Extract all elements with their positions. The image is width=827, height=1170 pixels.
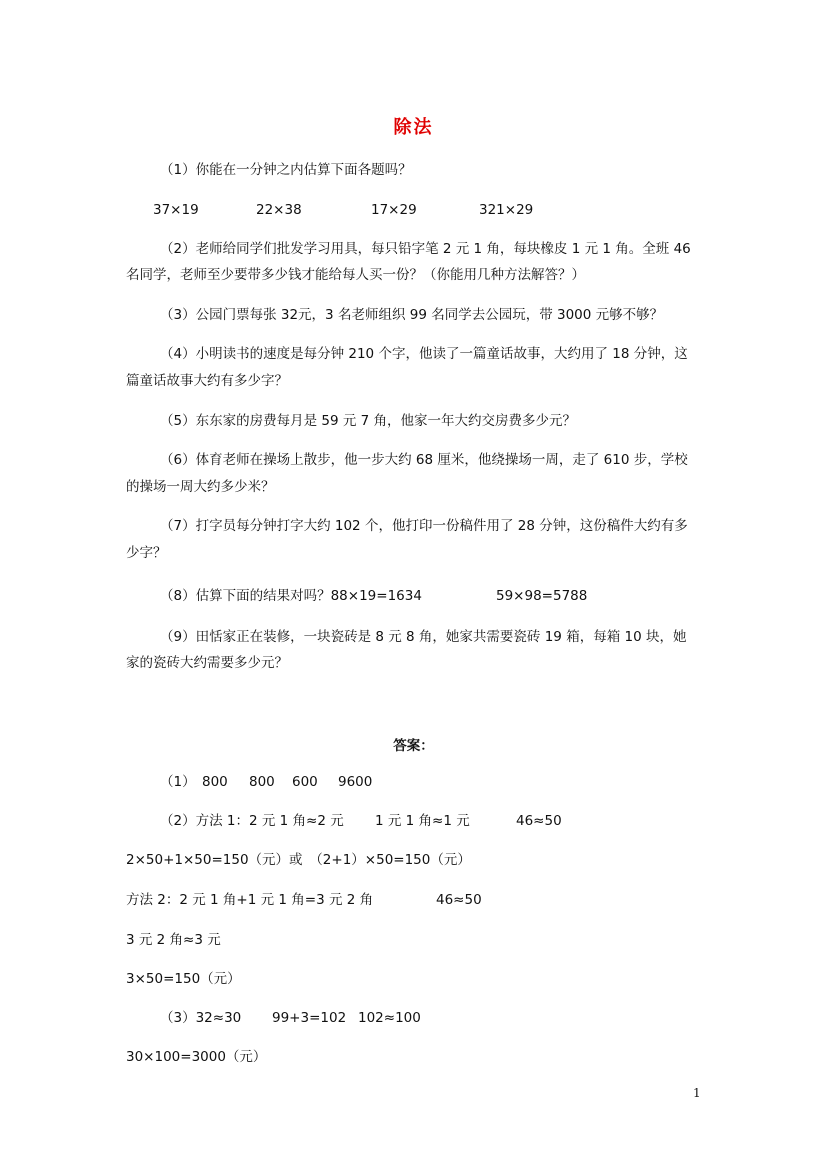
q1-item-1: 37×19: [153, 202, 199, 218]
question-4-line-2: 篇童话故事大约有多少字？: [126, 373, 288, 389]
question-8-part-b: 59×98=5788: [496, 588, 588, 604]
answer-1-item-1: 800: [202, 774, 228, 790]
question-9-line-2: 家的瓷砖大约需要多少元？: [126, 655, 288, 671]
question-1-items: [153, 200, 533, 220]
answer-2-method-1-b: 1 元 1 角≈1 元: [375, 813, 470, 829]
question-5: （5）东东家的房费每月是 59 元 7 角，他家一年大约交房费多少元？: [160, 413, 577, 429]
answer-1-item-4: 9600: [338, 774, 373, 790]
question-2-line-2: 名同学，老师至少要带多少钱才能给每人买一份？（你能用几种方法解答？）: [126, 267, 585, 283]
answer-2-method-1-c: 46≈50: [516, 813, 562, 829]
q1-item-3: 17×29: [371, 202, 417, 218]
question-7-line-2: 少字？: [126, 545, 167, 561]
answer-1-item-3: 600: [292, 774, 318, 790]
answer-2-method-1: （2）方法 1：2 元 1 角≈2 元: [160, 813, 344, 829]
answer-3-part-a: （3）32≈30: [160, 1010, 242, 1026]
answer-2-line-2: 2×50+1×50=150（元）或 （2+1）×50=150（元）: [126, 852, 471, 868]
q1-item-2: 22×38: [256, 202, 302, 218]
answer-3-line-1: [160, 1008, 421, 1028]
answer-2-line-1: [160, 811, 562, 831]
answer-2-method-2-b: 46≈50: [436, 892, 482, 908]
answer-3-line-2: 30×100=3000（元）: [126, 1049, 267, 1065]
answer-2-method-2: 方法 2：2 元 1 角+1 元 1 角=3 元 2 角: [126, 892, 374, 908]
question-2-line-1: （2）老师给同学们批发学习用具，每只铅字笔 2 元 1 角，每块橡皮 1 元 1 角。全班 46: [160, 241, 691, 257]
answer-2-line-5: 3×50=150（元）: [126, 971, 241, 987]
answer-3-part-c: 102≈100: [358, 1010, 421, 1026]
question-4-line-1: （4）小明读书的速度是每分钟 210 个字，他读了一篇童话故事，大约用了 18 分钟，这: [160, 346, 688, 362]
question-7-line-1: （7）打字员每分钟打字大约 102 个，他打印一份稿件用了 28 分钟，这份稿件大约有多: [160, 518, 688, 534]
answer-2-line-4: 3 元 2 角≈3 元: [126, 932, 221, 948]
answers-heading: 答案：: [393, 738, 434, 754]
answer-3-part-b: 99+3=102: [272, 1010, 347, 1026]
answer-2-line-3: [126, 890, 482, 910]
question-6-line-1: （6）体育老师在操场上散步，他一步大约 68 厘米，他绕操场一周，走了 610 步，学校: [160, 452, 688, 468]
page-number: 1: [693, 1086, 701, 1100]
answer-1: [160, 772, 372, 792]
question-8: [160, 586, 587, 606]
answer-1-item-2: 800: [249, 774, 275, 790]
question-3: （3）公园门票每张 32元，3 名老师组织 99 名同学去公园玩，带 3000 元够不够？: [160, 307, 664, 323]
question-6-line-2: 的操场一周大约多少米？: [126, 479, 275, 495]
answer-1-label: （1）: [160, 774, 196, 790]
q1-item-4: 321×29: [479, 202, 534, 218]
page-title: 除法: [393, 117, 434, 138]
question-1: （1）你能在一分钟之内估算下面各题吗？: [160, 162, 412, 178]
question-8-part-a: （8）估算下面的结果对吗？88×19=1634: [160, 588, 422, 604]
question-9-line-1: （9）田恬家正在装修，一块瓷砖是 8 元 8 角，她家共需要瓷砖 19 箱，每箱 10 块，她: [160, 629, 687, 645]
